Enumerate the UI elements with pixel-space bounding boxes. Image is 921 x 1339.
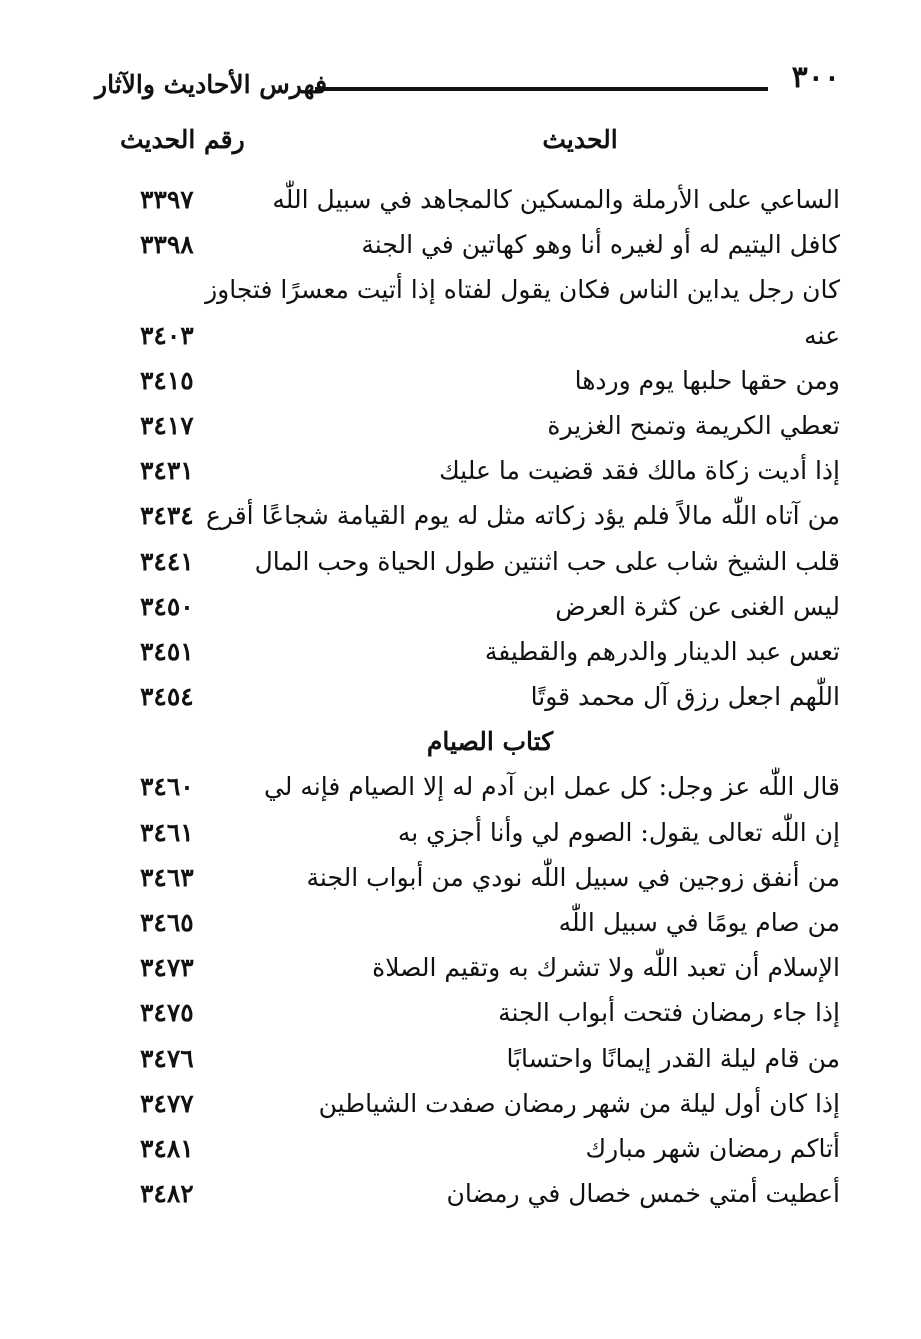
hadith-number: ٣٤٧٥ [140, 998, 194, 1028]
hadith-text: من أنفق زوجين في سبيل اللّٰه نودي من أبواب الجنة [306, 862, 840, 892]
page-header [95, 52, 840, 112]
hadith-text: إذا جاء رمضان فتحت أبواب الجنة [498, 998, 840, 1028]
hadith-text: ومن حقها حلبها يوم وردها [574, 365, 840, 395]
section-heading [140, 722, 840, 767]
hadith-text: اللّٰهم اجعل رزق آل محمد قوتًا [530, 682, 840, 712]
hadith-text: أعطيت أمتي خمس خصال في رمضان [446, 1179, 840, 1209]
hadith-column-header: الحديث [542, 125, 618, 154]
list-item [140, 1039, 840, 1084]
list-item [140, 632, 840, 677]
hadith-number: ٣٤١٥ [140, 365, 194, 395]
list-item [140, 677, 840, 722]
list-item [140, 993, 840, 1038]
hadith-number: ٣٤٥٤ [140, 682, 194, 712]
hadith-number: ٣٤٦١ [140, 817, 194, 847]
number-column-header: رقم الحديث [120, 125, 245, 154]
hadith-number: ٣٤٨٢ [140, 1179, 194, 1209]
header-rule [315, 87, 768, 91]
list-item [140, 270, 840, 315]
hadith-text: من قام ليلة القدر إيمانًا واحتسابًا [506, 1043, 840, 1073]
hadith-number: ٣٤٥١ [140, 636, 194, 666]
hadith-number: ٣٤٧٧ [140, 1088, 194, 1118]
hadith-text: إذا كان أول ليلة من شهر رمضان صفدت الشياطين [318, 1088, 840, 1118]
section-title: كتاب الصيام [426, 727, 554, 757]
hadith-number: ٣٣٩٨ [140, 230, 194, 260]
hadith-text: الساعي على الأرملة والمسكين كالمجاهد في سبيل اللّٰه [272, 185, 840, 214]
list-item [140, 361, 840, 406]
hadith-text: قال اللّٰه عز وجل: كل عمل ابن آدم له إلا الصيام فإنه لي [263, 772, 840, 802]
hadith-text: كافل اليتيم له أو لغيره أنا وهو كهاتين في الجنة [361, 230, 840, 260]
hadith-text: من آتاه اللّٰه مالاً فلم يؤد زكاته مثل له يوم القيامة شجاعًا أقرع [206, 501, 840, 531]
hadith-text: الإسلام أن تعبد اللّٰه ولا تشرك به وتقيم الصلاة [372, 953, 840, 983]
list-item [140, 1129, 840, 1174]
hadith-number: ٣٤٠٣ [140, 320, 194, 350]
hadith-number: ٣٣٩٧ [140, 185, 194, 214]
hadith-number: ٣٤٦٥ [140, 908, 194, 937]
running-title: فهرس الأحاديث والآثار [95, 70, 328, 99]
hadith-number: ٣٤٣٤ [140, 501, 194, 531]
hadith-text: تعس عبد الدينار والدرهم والقطيفة [484, 636, 840, 666]
list-item [140, 316, 840, 361]
hadith-number: ٣٤٤١ [140, 546, 194, 576]
list-item [140, 542, 840, 587]
hadith-text: من صام يومًا في سبيل اللّٰه [558, 908, 840, 937]
list-item [140, 225, 840, 270]
hadith-number: ٣٤٦٣ [140, 862, 194, 892]
hadith-number: ٣٤٧٦ [140, 1043, 194, 1073]
list-item [140, 1174, 840, 1219]
hadith-number: ٣٤٨١ [140, 1133, 194, 1163]
hadith-text: إذا أديت زكاة مالك فقد قضيت ما عليك [439, 456, 840, 486]
hadith-text: إن اللّٰه تعالى يقول: الصوم لي وأنا أجزي به [397, 817, 840, 847]
hadith-number: ٣٤٥٠ [140, 591, 194, 621]
list-item [140, 948, 840, 993]
list-item [140, 496, 840, 541]
hadith-number: ٣٤١٧ [140, 410, 194, 440]
hadith-text: أتاكم رمضان شهر مبارك [585, 1133, 840, 1163]
index-list [140, 180, 840, 1219]
hadith-text: تعطي الكريمة وتمنح الغزيرة [547, 410, 840, 440]
list-item [140, 180, 840, 225]
column-headers [120, 125, 840, 170]
hadith-number: ٣٤٦٠ [140, 772, 194, 802]
hadith-number: ٣٤٧٣ [140, 953, 194, 983]
hadith-text: كان رجل يداين الناس فكان يقول لفتاه إذا أتيت معسرًا فتجاوز [205, 275, 840, 305]
hadith-number: ٣٤٣١ [140, 456, 194, 486]
hadith-text: ليس الغنى عن كثرة العرض [555, 591, 840, 621]
list-item [140, 406, 840, 451]
list-item [140, 1084, 840, 1129]
list-item [140, 903, 840, 948]
page-number: ٣٠٠ [791, 60, 840, 95]
list-item [140, 587, 840, 632]
list-item [140, 767, 840, 812]
hadith-text: عنه [804, 320, 840, 350]
list-item [140, 813, 840, 858]
list-item [140, 858, 840, 903]
list-item [140, 451, 840, 496]
hadith-text: قلب الشيخ شاب على حب اثنتين طول الحياة وحب المال [254, 546, 840, 576]
